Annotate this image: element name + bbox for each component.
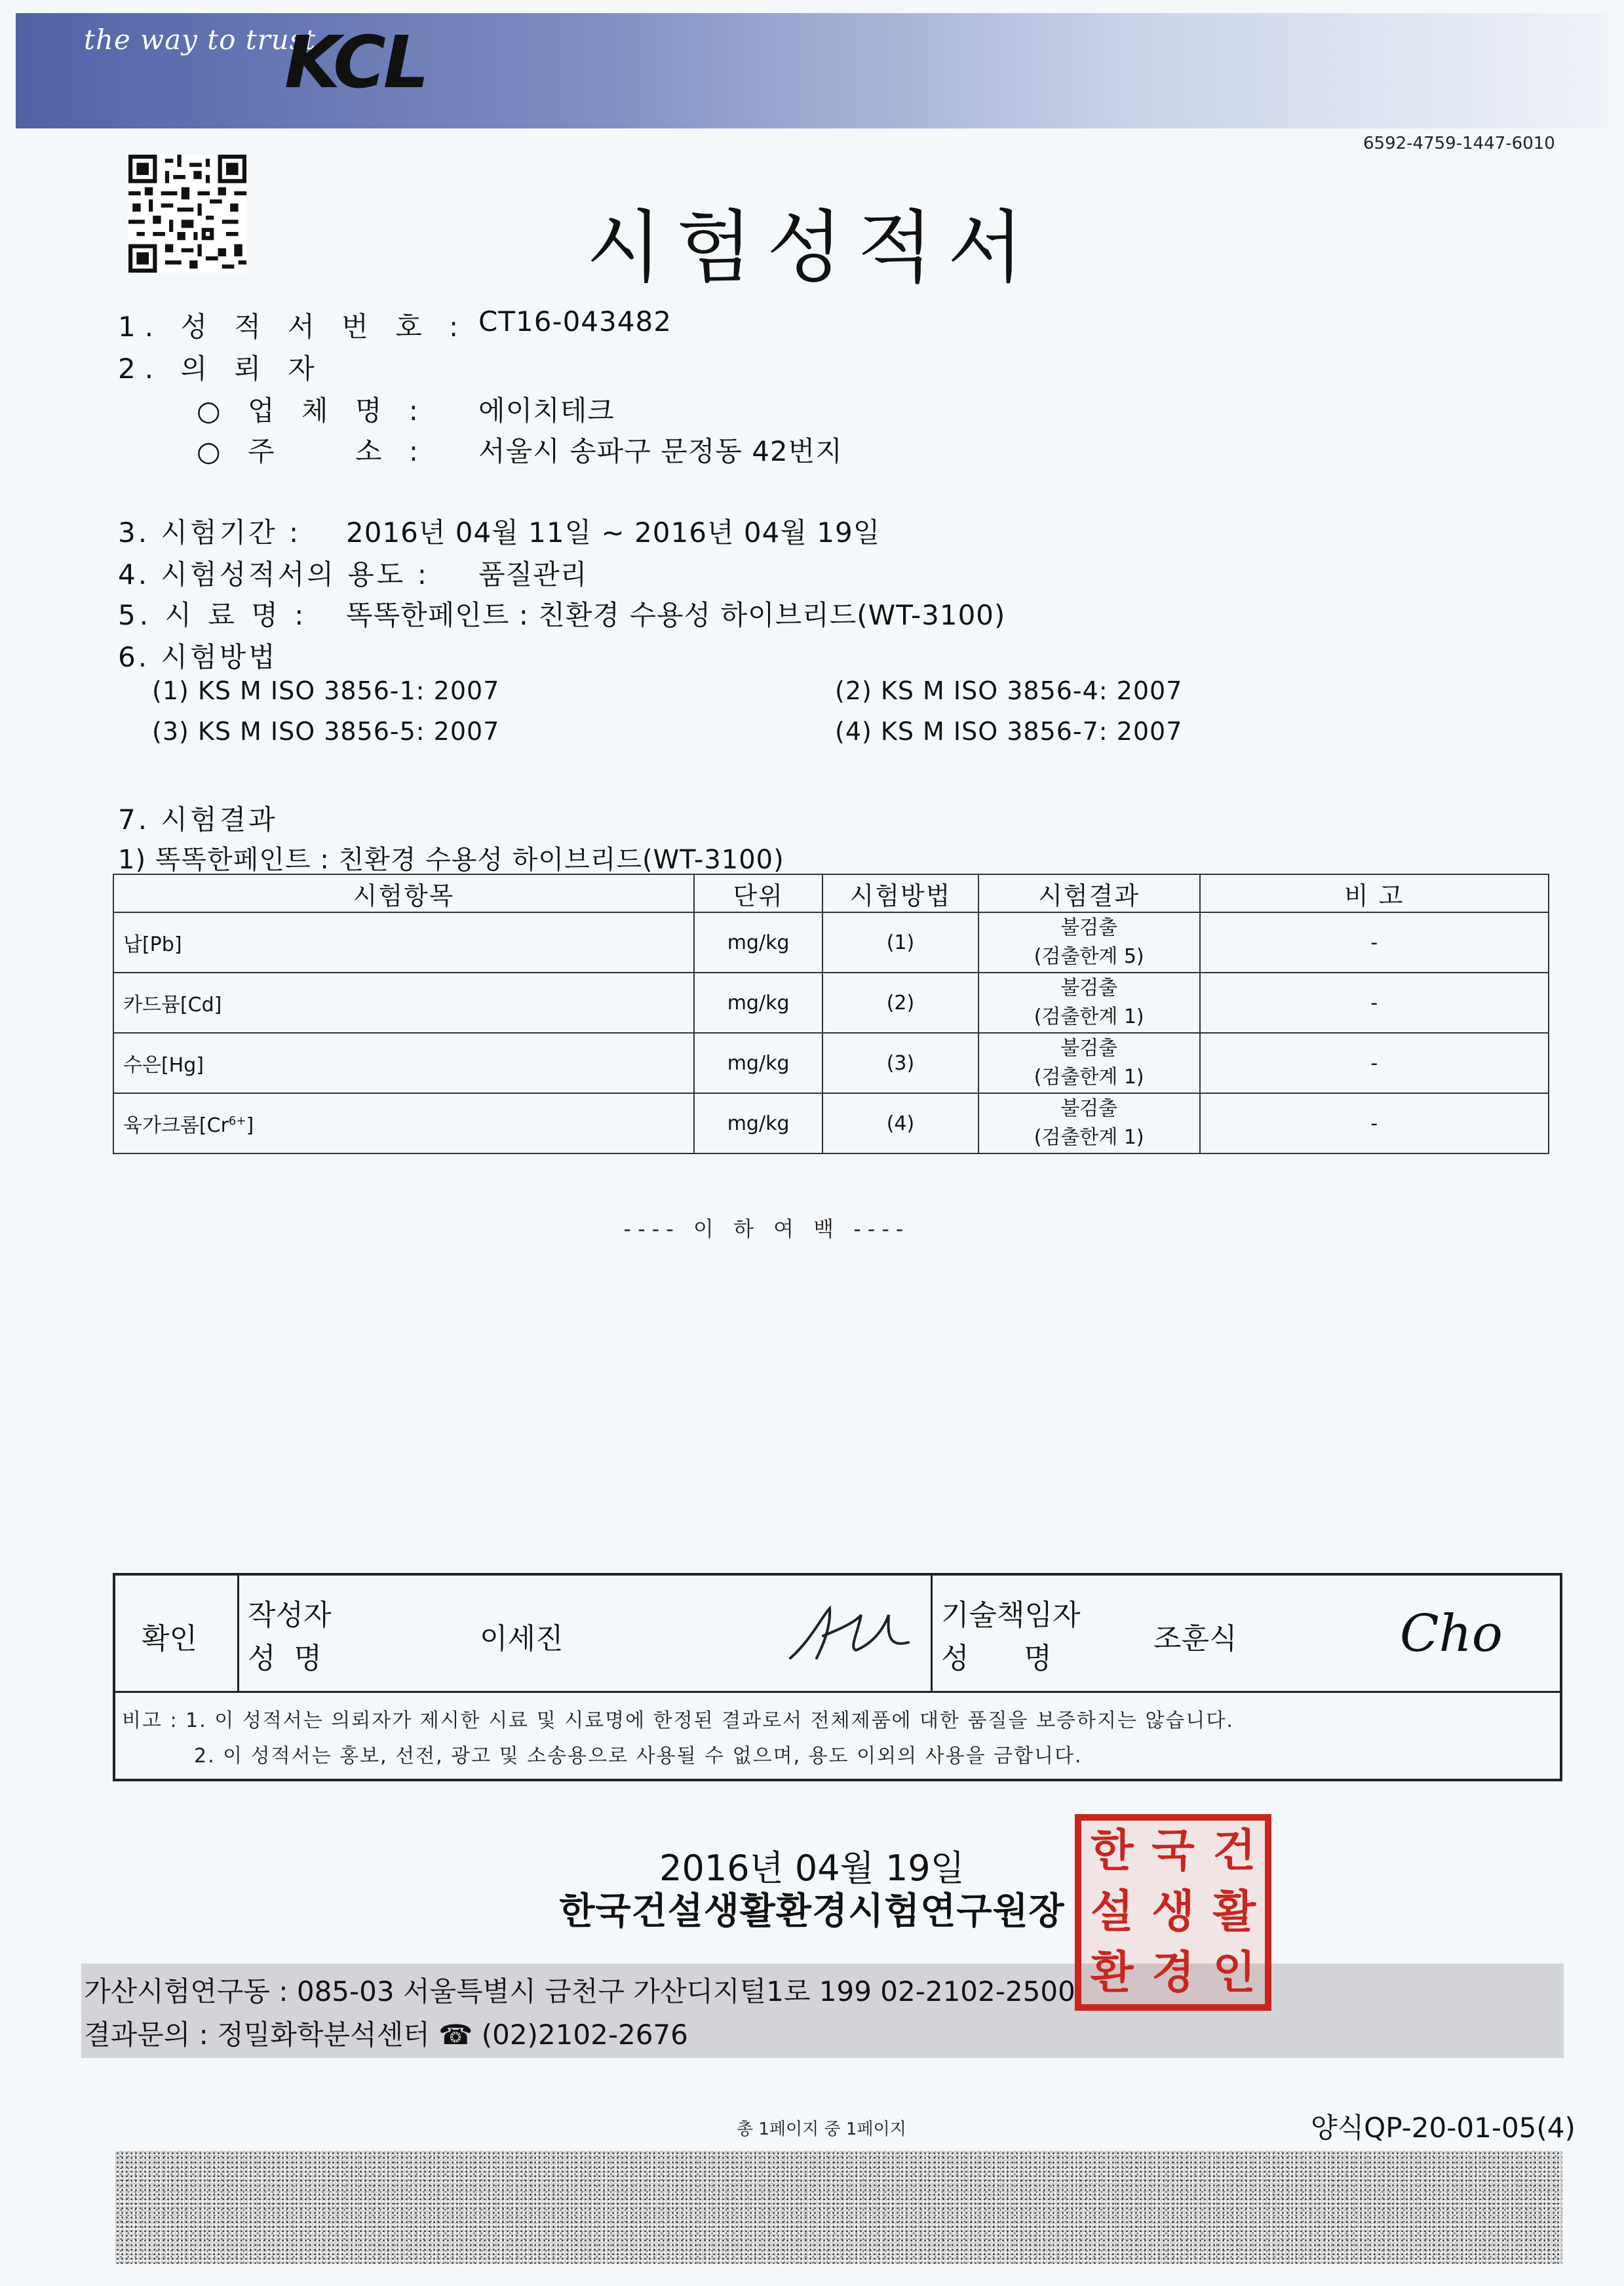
results-table xyxy=(113,874,1549,1154)
tech-manager-name-label: 성 명 xyxy=(941,1642,1052,1675)
header-test-item: 시험항목 xyxy=(113,874,694,912)
cell-item: 납[Pb] xyxy=(113,912,694,973)
cell-note: - xyxy=(1200,912,1549,973)
form-number: 양식QP-20-01-05(4) xyxy=(1311,2112,1576,2144)
method-item: (4) KS M ISO 3856-7: 2007 xyxy=(835,717,1183,746)
table-header-row xyxy=(113,874,1549,912)
confirm-label: 확인 xyxy=(142,1622,198,1656)
item-name: 육가크롬[Cr xyxy=(123,1114,229,1137)
seal-char: 경 xyxy=(1151,1947,1195,2000)
sample-value: 똑똑한페인트 : 친환경 수용성 하이브리드(WT-3100) xyxy=(346,599,1006,631)
results-subtitle: 1) 똑똑한페인트 : 친환경 수용성 하이브리드(WT-3100) xyxy=(118,845,784,875)
result-limit: (검출한계 1) xyxy=(1034,1126,1144,1149)
seal-char: 국 xyxy=(1151,1825,1195,1877)
header-note: 비 고 xyxy=(1200,874,1549,912)
sample-label: 5. 시 료 명 : xyxy=(118,599,308,631)
result-value: 불검출 xyxy=(1060,1037,1118,1060)
issue-date: 2016년 04월 19일 xyxy=(659,1848,965,1889)
client-label: 2. 의 뢰 자 xyxy=(118,353,324,385)
company-label: ○ 업 체 명 : xyxy=(197,395,427,427)
period-label: 3. 시험기간 : xyxy=(118,516,301,549)
cell-item: 카드뮴[Cd] xyxy=(113,973,694,1033)
cell-note: - xyxy=(1200,973,1549,1033)
method-item: (2) KS M ISO 3856-4: 2007 xyxy=(835,676,1183,705)
company-value: 에이치테크 xyxy=(478,395,615,427)
inquiry-contact: 결과문의 : 정밀화학분석센터 ☎ (02)2102-2676 xyxy=(84,2019,688,2051)
item-superscript: 6+ xyxy=(228,1114,246,1128)
seal-char: 환 xyxy=(1090,1947,1134,2000)
period-value: 2016년 04월 11일 ~ 2016년 04월 19일 xyxy=(346,516,881,549)
cell-result xyxy=(978,1033,1200,1093)
cell-unit: mg/kg xyxy=(694,912,822,973)
seal-char: 한 xyxy=(1090,1825,1134,1877)
table-row xyxy=(113,1093,1549,1153)
issuing-institute: 한국건설생활환경시험연구원장 xyxy=(559,1890,1065,1933)
cell-unit: mg/kg xyxy=(694,973,822,1033)
item-name-end: ] xyxy=(246,1114,254,1137)
cell-item: 수은[Hg] xyxy=(113,1033,694,1093)
results-label: 7. 시험결과 xyxy=(118,804,278,836)
cell-result xyxy=(978,912,1200,973)
document-number: 6592-4759-1447-6010 xyxy=(1363,134,1555,153)
signature-block xyxy=(113,1573,1562,1781)
cell-result xyxy=(978,973,1200,1033)
tech-manager-label: 기술책임자 xyxy=(941,1598,1081,1632)
table-row xyxy=(113,912,1549,973)
cell-item xyxy=(113,1093,694,1153)
table-row xyxy=(113,973,1549,1033)
cell-method: (4) xyxy=(822,1093,978,1153)
method-item: (1) KS M ISO 3856-1: 2007 xyxy=(152,676,500,705)
cell-note: - xyxy=(1200,1093,1549,1153)
seal-char: 설 xyxy=(1090,1886,1134,1938)
brand-logo: KCL xyxy=(284,20,427,104)
cell-method: (2) xyxy=(822,973,978,1033)
table-row xyxy=(113,1033,1549,1093)
header-banner xyxy=(16,13,1608,128)
cell-method: (3) xyxy=(822,1033,978,1093)
result-limit: (검출한계 1) xyxy=(1034,1066,1144,1089)
footer-contact-band xyxy=(81,1964,1564,2058)
report-number-value: CT16-043482 xyxy=(478,305,672,338)
tech-manager-signature: Cho xyxy=(1400,1604,1503,1663)
method-item: (3) KS M ISO 3856-5: 2007 xyxy=(152,717,500,746)
cell-unit: mg/kg xyxy=(694,1033,822,1093)
lab-address: 가산시험연구동 : 085-03 서울특별시 금천구 가산디지털1로 199 02-2102-2500 xyxy=(84,1975,1075,2007)
remark-line: 2. 이 성적서는 홍보, 선전, 광고 및 소송용으로 사용될 수 없으며, 용도 이외의 사용을 금합니다. xyxy=(194,1745,1083,1768)
seal-char: 건 xyxy=(1212,1825,1256,1877)
report-number-row xyxy=(118,305,467,345)
header-method: 시험방법 xyxy=(822,874,978,912)
purpose-label: 4. 시험성적서의 용도 : xyxy=(118,558,429,591)
remark-line: 비고 : 1. 이 성적서는 의뢰자가 제시한 시료 및 시료명에 한정된 결과로서 전체제품에 대한 품질을 보증하지는 않습니다. xyxy=(122,1709,1234,1732)
seal-char: 생 xyxy=(1151,1886,1195,1938)
cell-result xyxy=(978,1093,1200,1153)
result-limit: (검출한계 1) xyxy=(1034,1005,1144,1028)
official-seal-icon xyxy=(1075,1814,1271,2011)
seal-char: 활 xyxy=(1212,1886,1256,1938)
author-name-label: 성 명 xyxy=(248,1642,322,1675)
address-value: 서울시 송파구 문정동 42번지 xyxy=(478,435,843,467)
result-value: 불검출 xyxy=(1060,916,1118,939)
report-number-label: 1. 성 적 서 번 호 : xyxy=(118,311,468,343)
result-value: 불검출 xyxy=(1060,977,1118,999)
method-label: 6. 시험방법 xyxy=(118,641,278,673)
cell-method: (1) xyxy=(822,912,978,973)
address-label: ○ 주 소 : xyxy=(197,435,428,467)
header-unit: 단위 xyxy=(694,874,822,912)
author-label: 작성자 xyxy=(248,1598,332,1632)
cell-unit: mg/kg xyxy=(694,1093,822,1153)
tech-manager-name: 조훈식 xyxy=(1153,1622,1237,1656)
page-count: 총 1페이지 중 1페이지 xyxy=(737,2120,906,2139)
end-of-content-mark: ---- 이 하 여 백 ---- xyxy=(623,1216,910,1241)
security-noise-pattern xyxy=(115,2151,1562,2264)
author-signature-icon xyxy=(784,1595,915,1667)
cell-note: - xyxy=(1200,1033,1549,1093)
purpose-value: 품질관리 xyxy=(478,558,588,591)
result-limit: (검출한계 5) xyxy=(1034,945,1144,968)
result-value: 불검출 xyxy=(1060,1097,1118,1120)
header-result: 시험결과 xyxy=(978,874,1200,912)
brand-tagline: the way to trust xyxy=(84,24,317,56)
seal-char: 인 xyxy=(1212,1947,1256,2000)
author-name: 이세진 xyxy=(480,1622,564,1656)
page-title: 시험성적서 xyxy=(586,203,1038,294)
